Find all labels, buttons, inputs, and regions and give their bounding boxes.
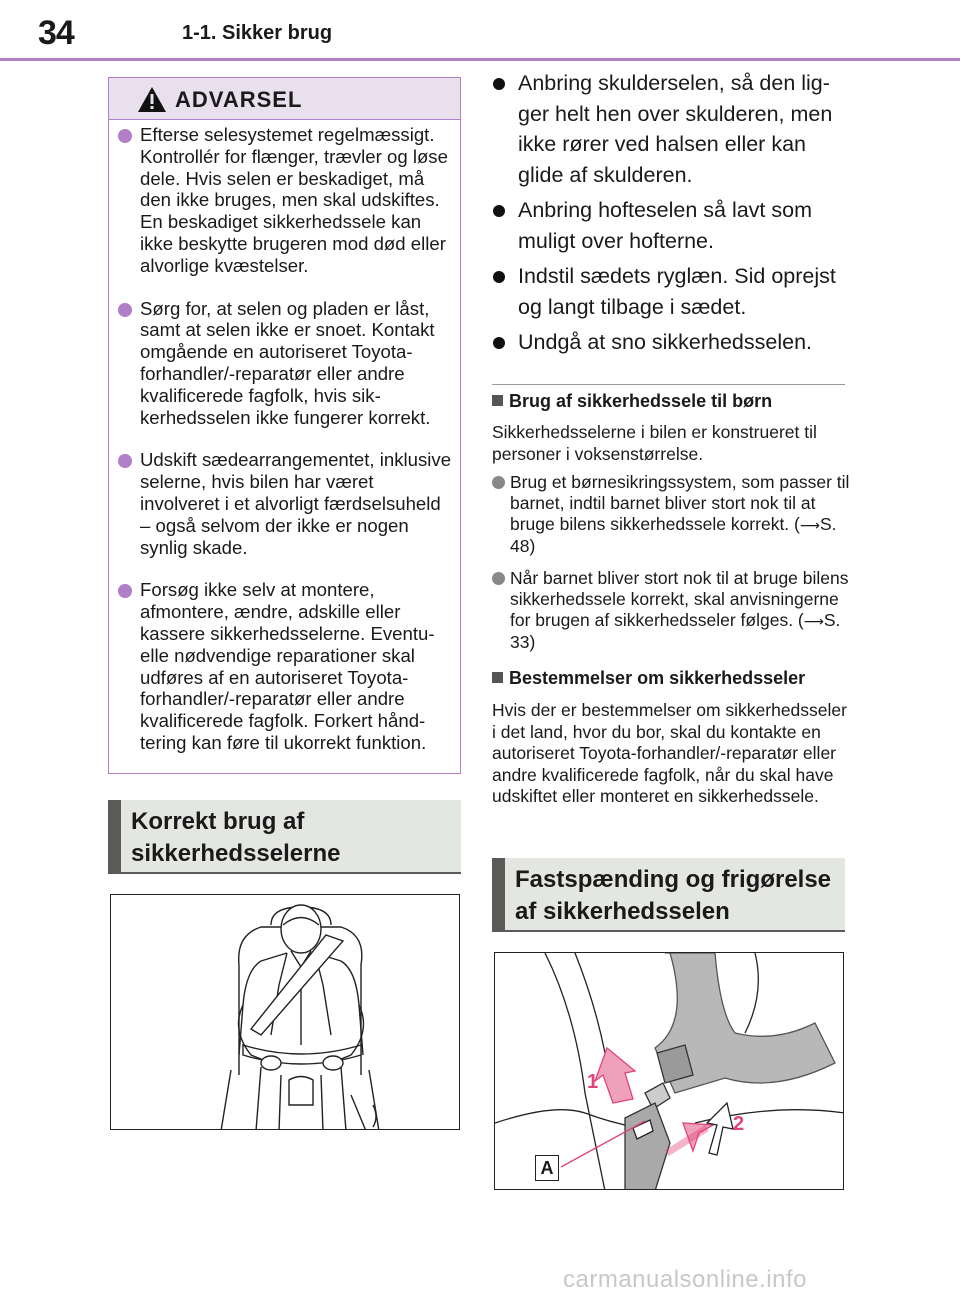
bullet-icon [118,303,132,317]
list-item: Brug et børnesikringssystem, som passer til barnet, indtil barnet bliver stort nok til at bruge bilens sikkerhedssele korrekt. (⟶S. 48) [492,472,852,557]
section-heading-line: Korrekt brug af [131,808,305,835]
subheading-regulations: Bestemmelser om sikkerhedsseler [492,668,805,689]
seatbelt-instructions-list [492,68,852,363]
warning-triangle-icon [137,86,167,113]
square-bullet-icon [492,672,503,683]
section-heading-correct-use [108,800,461,874]
bullet-icon [493,205,505,217]
footer-watermark: carmanualsonline.info [563,1266,807,1293]
bullet-icon [118,454,132,468]
divider [492,384,845,385]
section-heading-line: Fastspænding og frigørelse [515,866,832,893]
warning-box [108,77,461,774]
callout-label-2: 2 [733,1113,745,1135]
bullet-icon [118,584,132,598]
warning-item: Forsøg ikke selv at montere, afmontere, ændre, adskille eller kassere sikkerhedsselerne. Eventuelle nødvendige reparationer skal udføres af en autoriseret Toyota-forhandler/-reparatør eller andre kvalificerede fagfolk. Forkert håndtering kan føre til ukorrekt funktion. [117,579,452,753]
instruction-item: Anbring hofteselen så lavt som muligt over hofterne. [492,195,852,256]
regulations-text: Hvis der er bestemmelser om sikkerhedsseler i det land, hvor du bor, skal du kontakte en autoriseret Toyota-forhandler/-reparatør eller andre kvalificerede fagfolk, når du skal have udskiftet eller monteret en sikkerhedssele. [492,700,847,806]
section-title: 1-1. Sikker brug [182,22,333,44]
children-list [492,472,852,664]
reference-arrow-icon: ⟶ [799,517,820,533]
warning-title: ADVARSEL [175,87,303,112]
bullet-icon [493,78,505,90]
bullet-icon [493,271,505,283]
section-heading-line: sikkerhedsselerne [131,840,341,867]
bullet-icon [492,476,505,489]
children-intro: Sikkerhedsselerne i bilen er konstrueret til personer i voksenstørrelse. [492,422,817,464]
warning-header [109,78,460,120]
warning-item: Sørg for, at selen og pladen er låst, samt at selen ikke er snoet. Kontakt omgående en autoriseret Toyota-forhandler/-reparatør eller andre kvalificerede fagfolk, hvis sikkerhedsselen ikke fungerer korrekt. [117,298,452,429]
page-reference[interactable]: S. 48) [510,514,837,556]
page-reference[interactable]: S. 33) [510,610,841,652]
warning-item: Udskift sædearrangementet, inklusive selerne, hvis bilen har været involveret i et alvorligt færdselsuheld – også selvom der ikke er nogen synlig skade. [117,449,452,558]
section-heading-line: af sikkerhedsselen [515,898,730,925]
instruction-item: Indstil sædets ryglæn. Sid oprejst og langt tilbage i sædet. [492,261,852,322]
seatbelt-wearing-illustration [110,894,460,1130]
bullet-icon [493,337,505,349]
bullet-icon [492,572,505,585]
section-heading-fastening [492,858,845,932]
bullet-icon [118,129,132,143]
list-item: Når barnet bliver stort nok til at bruge bilens sikkerhedssele korrekt, skal anvisningerne for brugen af sikkerhedsseler følges. (⟶S. 33) [492,568,852,653]
warning-list [109,120,460,754]
warning-item: Efterse selesystemet regelmæssigt. Kontrollér for flænger, trævler og løse dele. Hvis selen er beskadiget, må den ikke bruges, men skal udskiftes. En beskadiget sikkerhedssele kan ikke beskytte brugeren mod død eller alvorlige kvæstelser. [117,124,452,277]
callout-label-a: A [535,1155,559,1181]
callout-label-1: 1 [587,1071,599,1093]
header-rule [0,58,960,61]
reference-arrow-icon: ⟶ [803,613,824,629]
page-number: 34 [38,14,74,52]
instruction-item: Undgå at sno sikkerhedsselen. [492,327,852,358]
subheading-children: Brug af sikkerhedssele til børn [492,391,772,412]
instruction-item: Anbring skulderselen, så den ligger helt hen over skulderen, men ikke rører ved halsen eller kan glide af skulderen. [492,68,852,190]
square-bullet-icon [492,395,503,406]
buckle-illustration [494,952,844,1190]
